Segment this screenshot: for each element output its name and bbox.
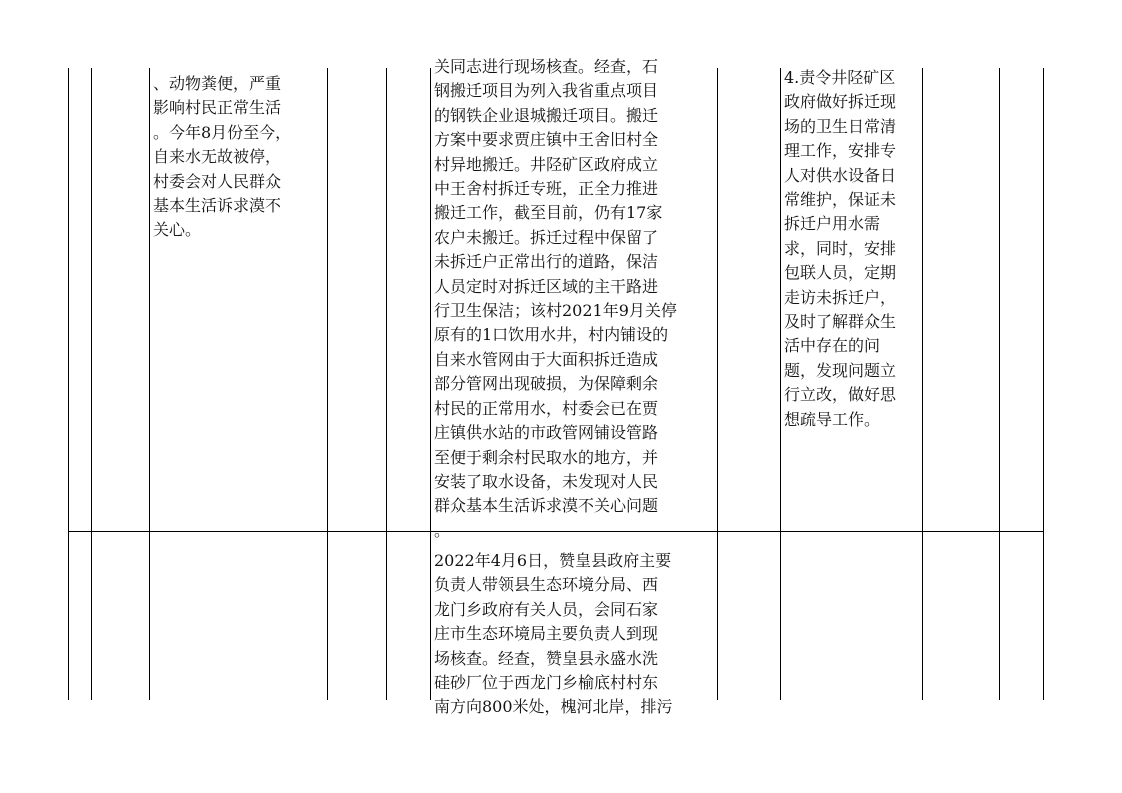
column-divider	[91, 68, 92, 700]
text-line: 、动物粪便，严重	[153, 74, 282, 93]
text-line: 。今年8月份至今，	[153, 122, 292, 142]
text-line: 想疏导工作。	[784, 409, 881, 429]
text-line: 理工作，安排专	[784, 141, 897, 161]
text-line: 方案中要求贾庄镇中王舍旧村全	[434, 130, 659, 150]
text-line: 人员定时对拆迁区域的主干路进	[434, 276, 659, 296]
text-line: 包联人员，定期	[784, 263, 897, 283]
text-line: 农户未搬迁。拆迁过程中保留了	[434, 227, 659, 247]
text-line: 影响村民正常生活	[153, 98, 282, 118]
rectification-measures-cell	[784, 66, 920, 432]
text-line: 村委会对人民群众	[153, 171, 282, 191]
column-divider	[780, 68, 781, 700]
column-divider	[327, 68, 328, 700]
table-clip	[0, 57, 1122, 717]
text-line: 基本生活诉求漠不	[153, 196, 282, 216]
column-divider	[149, 68, 150, 700]
text-line: 群众基本生活诉求漠不关心问题	[434, 496, 659, 516]
text-line: 原有的1口饮用水井，村内铺设的	[434, 325, 669, 345]
text-line: 行卫生保洁；该村2021年9月关停	[434, 301, 677, 321]
table-border-right	[1043, 68, 1044, 700]
table-border-left	[68, 68, 69, 700]
text-line: 人对供水设备日	[784, 165, 897, 185]
text-line: 场核查。经查，赞皇县永盛水洗	[434, 648, 659, 668]
text-line: 及时了解群众生	[784, 312, 897, 332]
text-line: 走访未拆迁户，	[784, 287, 897, 307]
text-line: 政府做好拆迁现	[784, 92, 897, 112]
text-line: 场的卫生日常清	[784, 116, 897, 136]
text-line: 常维护，保证未	[784, 190, 897, 210]
text-line: 活中存在的问	[784, 336, 881, 356]
text-line: 龙门乡政府有关人员，会同石家	[434, 599, 659, 619]
text-line: 庄镇供水站的市政管网铺设管路	[434, 423, 659, 443]
text-line: 安装了取水设备，未发现对人民	[434, 471, 659, 491]
text-line: 行立改，做好思	[784, 385, 897, 405]
text-line: 中王舍村拆迁专班，正全力推进	[434, 179, 659, 199]
column-divider	[999, 68, 1000, 700]
column-divider	[386, 68, 387, 700]
text-line: 拆迁户用水需	[784, 214, 881, 234]
column-divider	[922, 68, 923, 700]
text-line: 未拆迁户正常出行的道路，保洁	[434, 252, 659, 272]
text-line: 村民的正常用水，村委会已在贾	[434, 398, 659, 418]
text-line: 自来水无故被停，	[153, 147, 282, 167]
text-line: 南方向800米处，槐河北岸，排污	[434, 697, 673, 717]
text-line: 搬迁工作，截至目前，仍有17家	[434, 203, 663, 223]
column-divider	[430, 68, 431, 700]
text-line: 钢搬迁项目为列入我省重点项目	[434, 81, 659, 101]
issue-description-cell	[153, 72, 325, 243]
text-line: 村异地搬迁。井陉矿区政府成立	[434, 154, 659, 174]
text-line: 题，发现问题立	[784, 360, 897, 380]
text-line: 负责人带领县生态环境分局、西	[434, 575, 659, 595]
text-line: 求，同时，安排	[784, 238, 897, 258]
text-line: 庄市生态环境局主要负责人到现	[434, 624, 659, 644]
text-line: 4.责令井陉矿区	[784, 68, 896, 87]
text-line: 自来水管网由于大面积拆迁造成	[434, 349, 659, 369]
column-divider	[717, 68, 718, 700]
text-line: 关心。	[153, 220, 202, 240]
text-line: 关同志进行现场核查。经查，石	[434, 57, 659, 76]
verification-result-cell	[434, 55, 716, 543]
text-line: 硅砂厂位于西龙门乡榆底村村东	[434, 673, 659, 693]
text-line: 2022年4月6日，赞皇县政府主要	[434, 551, 672, 570]
verification-result-cell	[434, 549, 716, 720]
text-line: 。	[434, 520, 451, 540]
text-line: 至便于剩余村民取水的地方，并	[434, 447, 659, 467]
text-line: 的钢铁企业退城搬迁项目。搬迁	[434, 105, 659, 125]
text-line: 部分管网出现破损，为保障剩余	[434, 374, 659, 394]
